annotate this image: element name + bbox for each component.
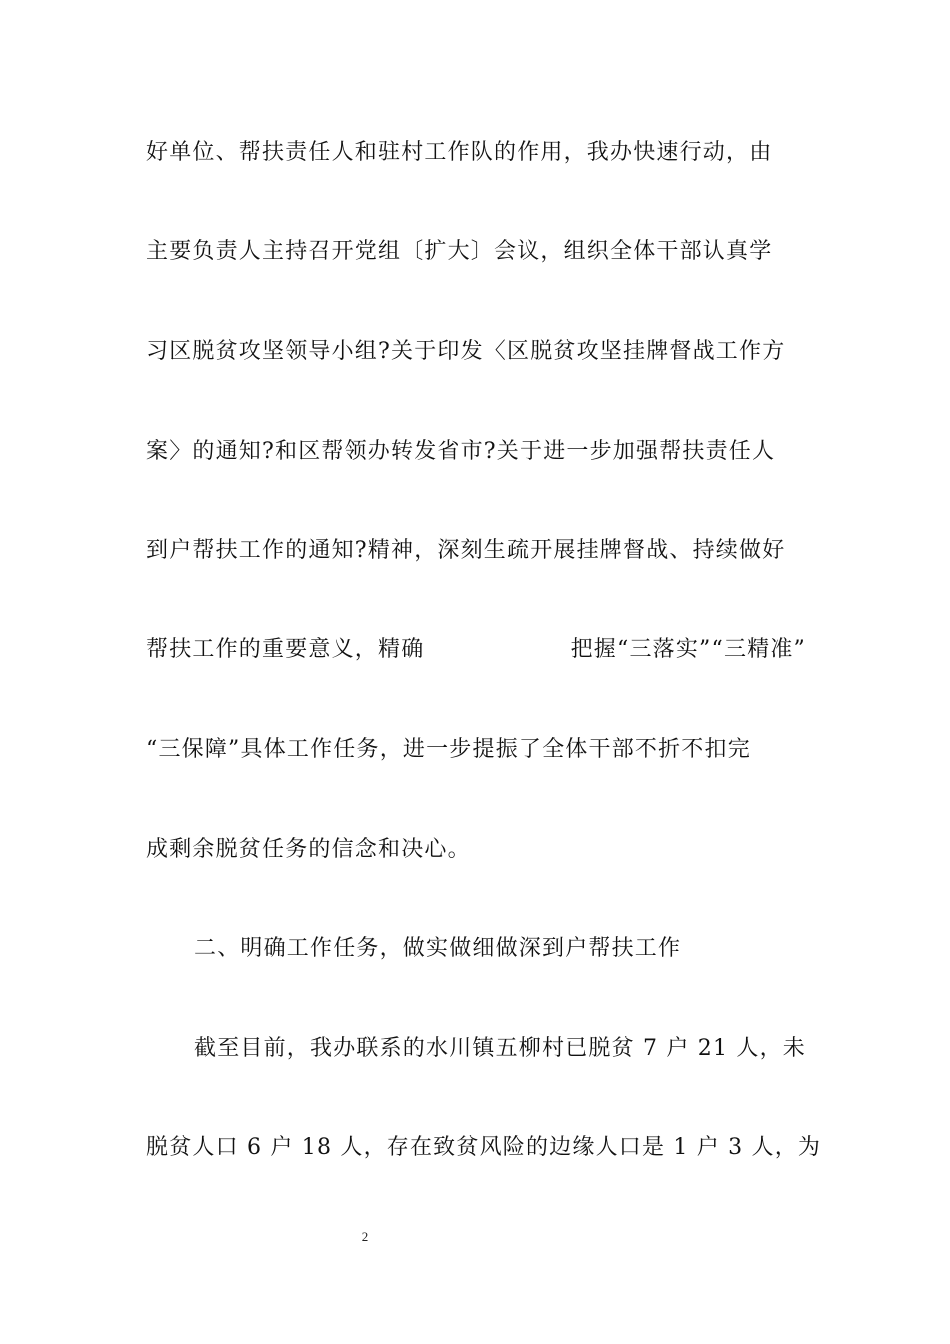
body-text-line-4: 案〉的通知?和区帮领办转发省市?关于进一步加强帮扶责任人 bbox=[146, 439, 776, 464]
body-text-line-7: “三保障”具体工作任务，进一步提振了全体干部不折不扣完 bbox=[146, 737, 751, 762]
paragraph-2-line-1: 截至目前，我办联系的水川镇五柳村已脱贫 7 户 21 人，未 bbox=[194, 1036, 806, 1061]
body-text-line-5: 到户帮扶工作的通知?精神，深刻生疏开展挂牌督战、持续做好 bbox=[146, 538, 786, 563]
body-text-line-8: 成剩余脱贫任务的信念和决心。 bbox=[146, 837, 471, 862]
body-text-line-2: 主要负责人主持召开党组〔扩大〕会议，组织全体干部认真学 bbox=[146, 239, 773, 264]
body-text-line-3: 习区脱贫攻坚领导小组?关于印发〈区脱贫攻坚挂牌督战工作方 bbox=[146, 339, 786, 364]
body-text-line-6-left: 帮扶工作的重要意义，精确 bbox=[146, 637, 425, 662]
body-text-line-6-right: 把握“三落实”“三精准” bbox=[570, 637, 806, 662]
section-heading: 二、明确工作任务，做实做细做深到户帮扶工作 bbox=[194, 936, 682, 961]
body-text-line-6 bbox=[146, 635, 806, 665]
page-number: 2 bbox=[361, 1229, 369, 1244]
body-text-line-1: 好单位、帮扶责任人和驻村工作队的作用，我办快速行动，由 bbox=[146, 140, 773, 165]
paragraph-2-line-2: 脱贫人口 6 户 18 人，存在致贫风险的边缘人口是 1 户 3 人，为 bbox=[146, 1135, 822, 1160]
